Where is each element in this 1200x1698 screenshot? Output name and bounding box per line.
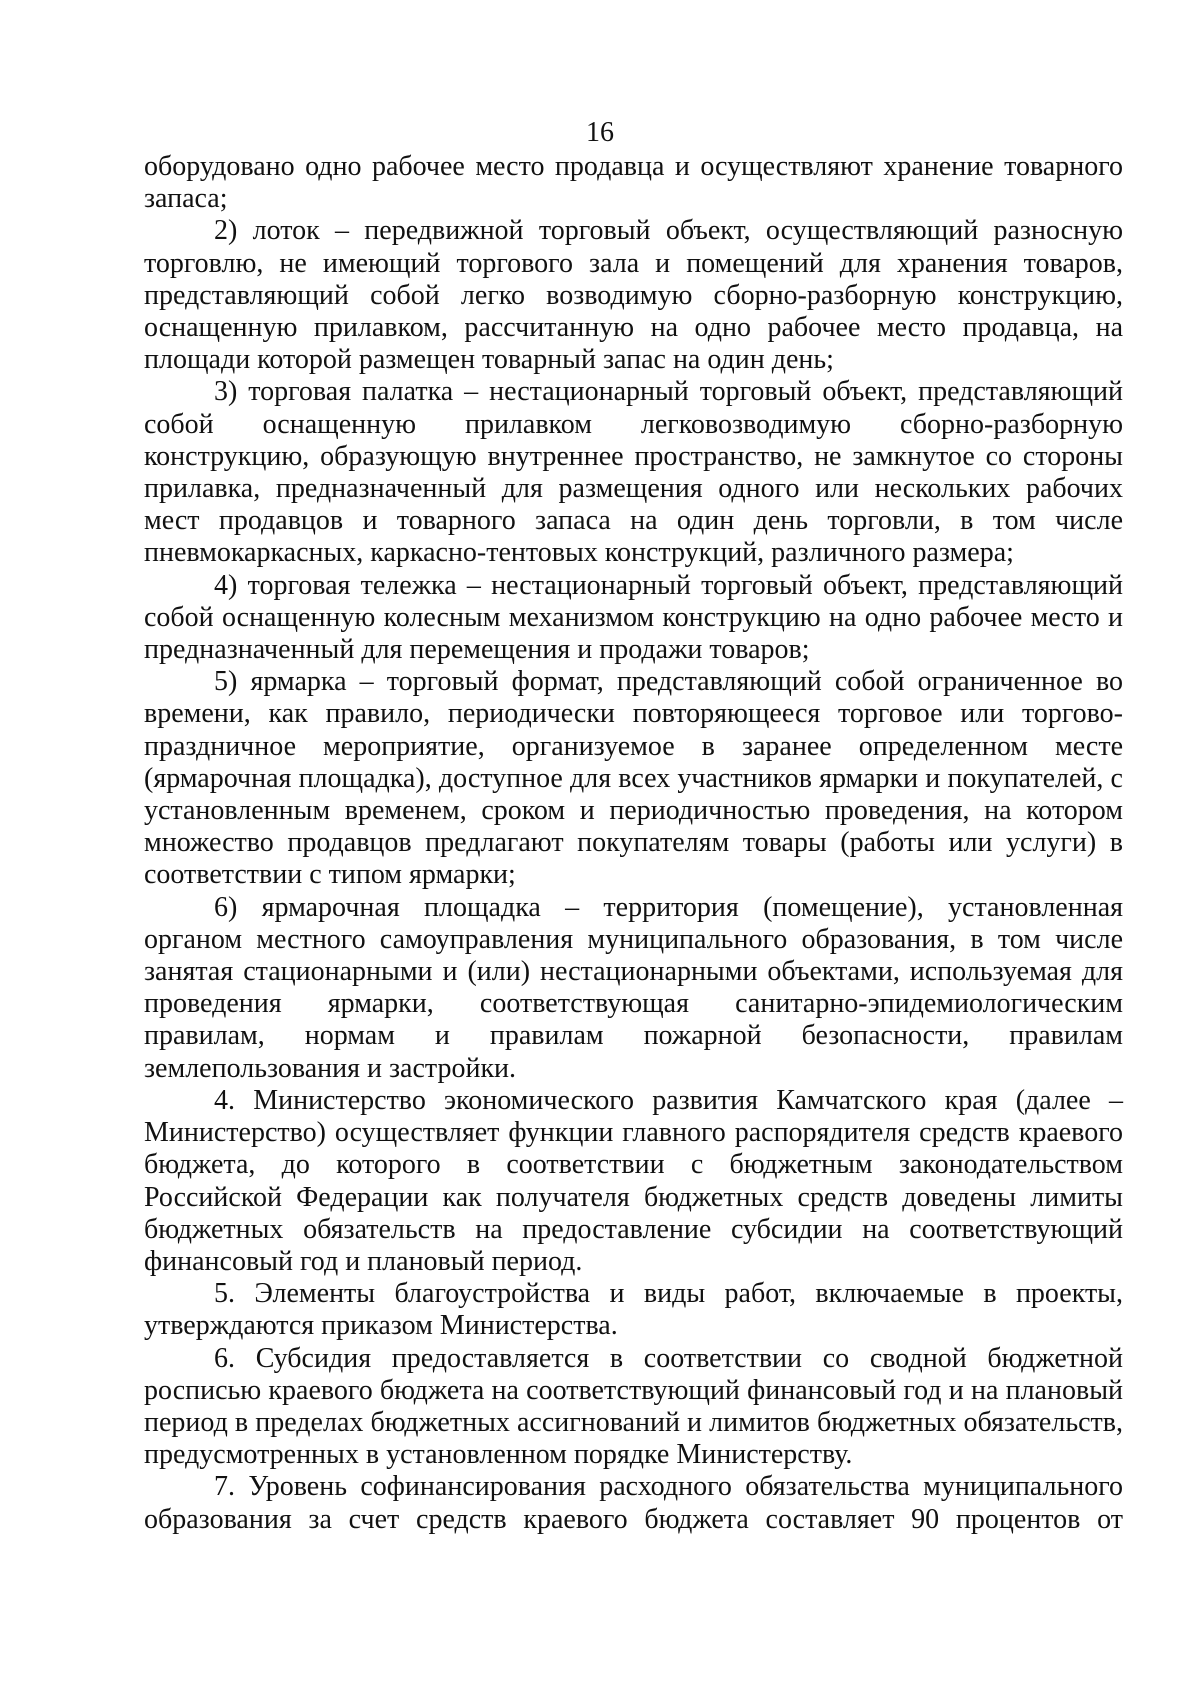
page-number: 16 [586, 117, 614, 148]
paragraph-item-2-lotok: 2) лоток – передвижной торговый объект, осуществляющий разносную торговлю, не имеющий торгового зала и помещений для хранения товаров, представляющий собой легко возводимую сборно-разборную конструкцию, оснащенную прилавком, рассчитанную на одно рабочее место продавца, на площади которой размещен товарный запас на один день; [144, 215, 1123, 376]
paragraph-item-4-telezhka: 4) торговая тележка – нестационарный торговый объект, представляющий собой оснащенную колесным механизмом конструкцию на одно рабочее место и предназначенный для перемещения и продажи товаров; [144, 569, 1123, 666]
paragraph-item-5-yarmarka: 5) ярмарка – торговый формат, представляющий собой ограниченное во времени, как правило, периодически повторяющееся торговое или торгово-праздничное мероприятие, организуемое в заранее определенном месте (ярмарочная площадка), доступное для всех участников ярмарки и покупателей, с установленным временем, сроком и периодичностью проведения, на котором множество продавцов предлагают покупателям товары (работы или услуги) в соответствии с типом ярмарки; [144, 666, 1123, 891]
paragraph-item-3-palatka: 3) торговая палатка – нестационарный торговый объект, представляющий собой оснащенную прилавком легковозводимую сборно-разборную конструкцию, образующую внутреннее пространство, не замкнутое со стороны прилавка, предназначенный для размещения одного или нескольких рабочих мест продавцов и товарного запаса на один день торговли, в том числе пневмокаркасных, каркасно-тентовых конструкций, различного размера; [144, 376, 1123, 569]
paragraph-section-7: 7. Уровень софинансирования расходного обязательства муниципального образования за счет средств краевого бюджета составляет 90 процентов от [144, 1471, 1123, 1535]
document-body [144, 151, 1123, 1536]
paragraph-item-6-ploshchadka: 6) ярмарочная площадка – территория (помещение), установленная органом местного самоуправления муниципального образования, в том числе занятая стационарными и (или) нестационарными объектами, используемая для проведения ярмарки, соответствующая санитарно-эпидемиологическим правилам, нормам и правилам пожарной безопасности, правилам землепользования и застройки. [144, 891, 1123, 1084]
paragraph-continuation: оборудовано одно рабочее место продавца и осуществляют хранение товарного запаса; [144, 151, 1123, 215]
paragraph-section-5: 5. Элементы благоустройства и виды работ, включаемые в проекты, утверждаются приказом Министерства. [144, 1278, 1123, 1342]
paragraph-section-4: 4. Министерство экономического развития Камчатского края (далее – Министерство) осуществляет функции главного распорядителя средств краевого бюджета, до которого в соответствии с бюджетным законодательством Российской Федерации как получателя бюджетных средств доведены лимиты бюджетных обязательств на предоставление субсидии на соответствующий финансовый год и плановый период. [144, 1084, 1123, 1277]
paragraph-section-6: 6. Субсидия предоставляется в соответствии со сводной бюджетной росписью краевого бюджета на соответствующий финансовый год и на плановый период в пределах бюджетных ассигнований и лимитов бюджетных обязательств, предусмотренных в установленном порядке Министерству. [144, 1342, 1123, 1471]
